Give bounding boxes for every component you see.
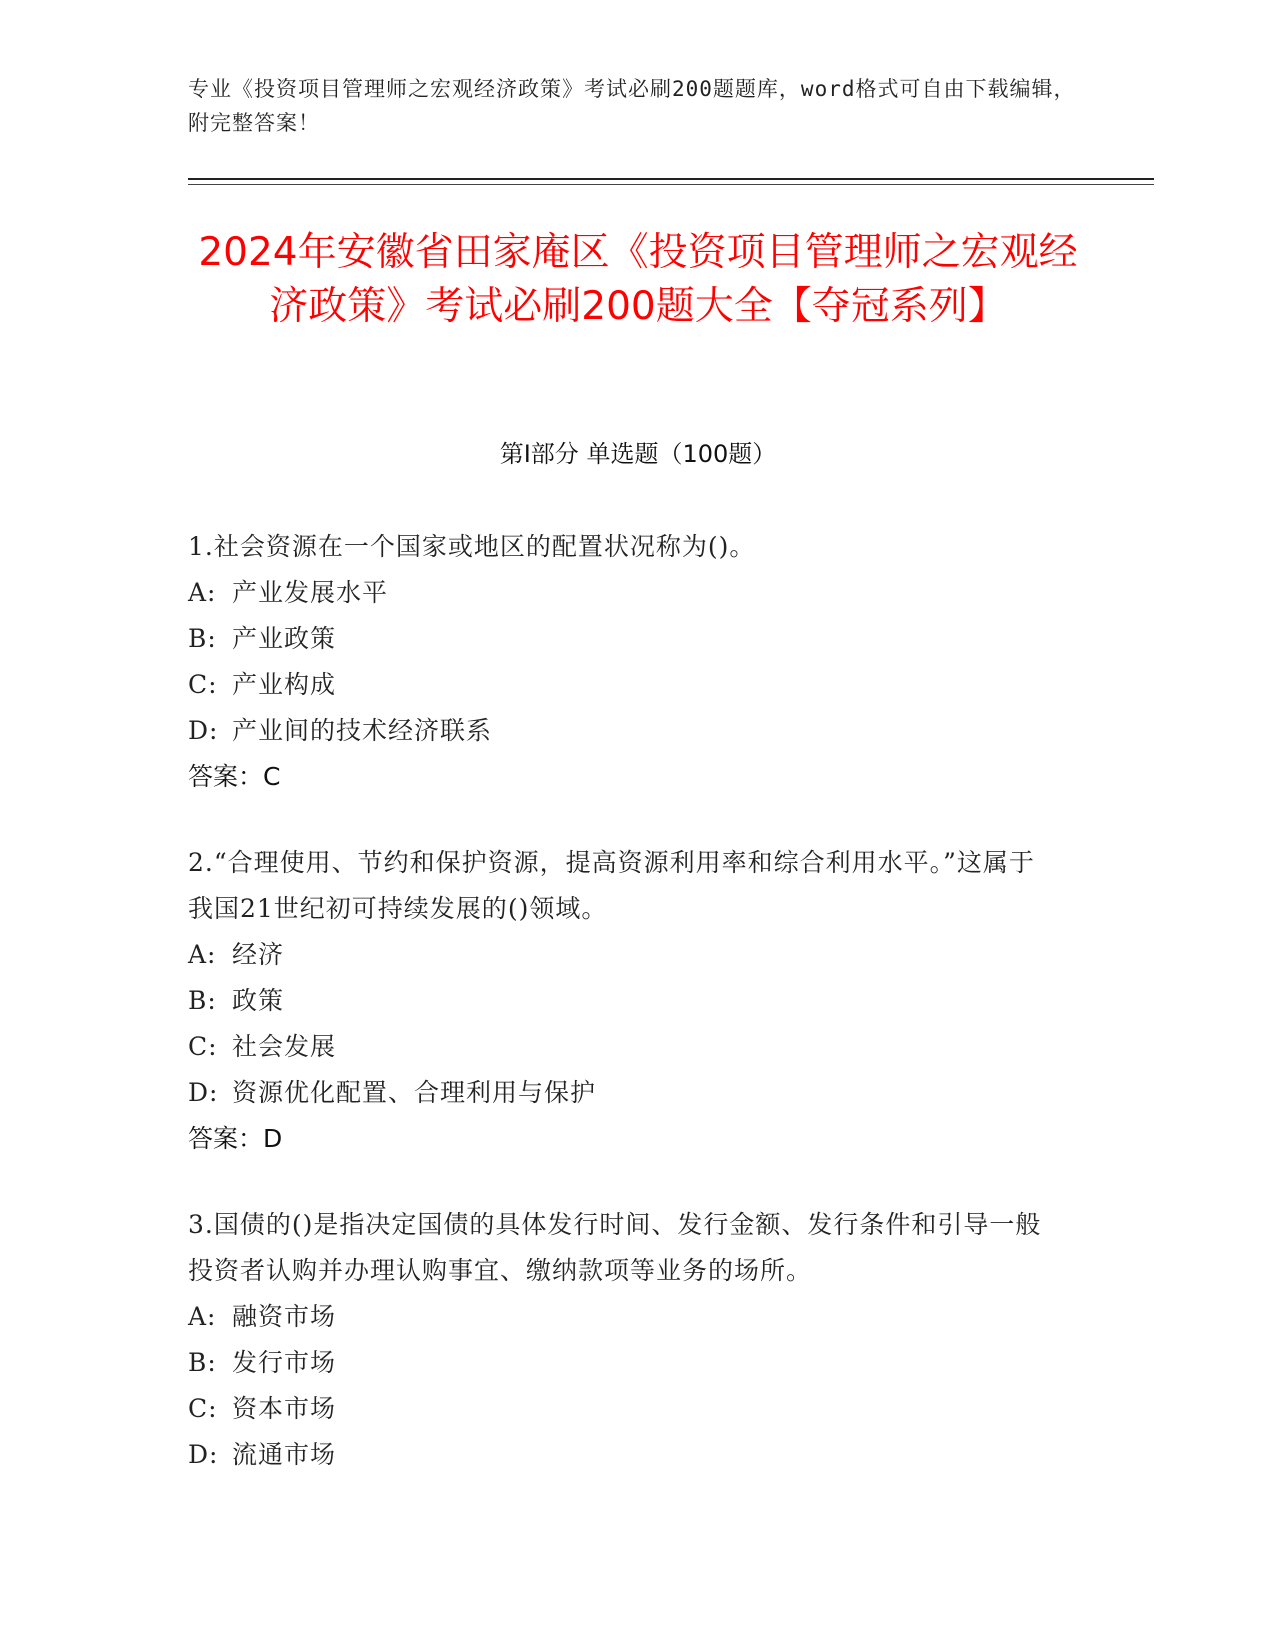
option-text: 政策 (232, 986, 285, 1015)
option-text: 产业发展水平 (232, 578, 389, 607)
option-letter: D: (188, 1078, 219, 1107)
question-2 (188, 840, 1058, 1162)
option-text: 经济 (232, 940, 285, 969)
option-text: 融资市场 (232, 1302, 337, 1331)
document-title: 2024年安徽省田家庵区《投资项目管理师之宏观经济政策》考试必刷200题大全【夺冠系列】 (198, 230, 1078, 329)
option-text: 产业间的技术经济联系 (232, 716, 493, 745)
header-note: 专业《投资项目管理师之宏观经济政策》考试必刷200题题库，word格式可自由下载编辑，附完整答案！ (188, 77, 1076, 135)
question-1 (188, 524, 1058, 800)
answer-line: 答案：D (188, 1124, 283, 1153)
option-text: 产业政策 (232, 624, 337, 653)
option-a (188, 932, 1058, 978)
option-text: 社会发展 (232, 1032, 337, 1061)
option-letter: A: (188, 578, 217, 607)
option-a (188, 1294, 1058, 1340)
header-rule-thick (188, 178, 1154, 180)
question-stem: 3.国债的()是指决定国债的具体发行时间、发行金额、发行条件和引导一般投资者认购并办理认购事宜、缴纳款项等业务的场所。 (188, 1210, 1042, 1285)
option-letter: B: (188, 986, 217, 1015)
option-d (188, 1432, 1058, 1478)
option-text: 资本市场 (232, 1394, 337, 1423)
option-d (188, 1070, 1058, 1116)
option-c (188, 1386, 1058, 1432)
option-text: 产业构成 (232, 670, 337, 699)
option-text: 资源优化配置、合理利用与保护 (232, 1078, 597, 1107)
section-title: 第Ⅰ部分 单选题（100题） (499, 440, 777, 468)
option-c (188, 1024, 1058, 1070)
option-letter: D: (188, 716, 219, 745)
header-rule-thin (188, 184, 1154, 185)
option-a (188, 570, 1058, 616)
option-letter: A: (188, 1302, 217, 1331)
question-3 (188, 1202, 1058, 1478)
answer-line: 答案：C (188, 762, 281, 791)
option-d (188, 708, 1058, 754)
option-b (188, 1340, 1058, 1386)
option-letter: C: (188, 670, 218, 699)
question-stem: 1.社会资源在一个国家或地区的配置状况称为()。 (188, 532, 756, 561)
option-letter: D: (188, 1440, 219, 1469)
option-letter: C: (188, 1394, 218, 1423)
option-text: 发行市场 (232, 1348, 337, 1377)
question-stem: 2.“合理使用、节约和保护资源，提高资源利用率和综合利用水平。”这属于我国21世纪初可持续发展的()领域。 (188, 848, 1035, 923)
question-list (188, 524, 1058, 1518)
option-letter: B: (188, 1348, 217, 1377)
option-letter: A: (188, 940, 217, 969)
option-c (188, 662, 1058, 708)
option-b (188, 978, 1058, 1024)
option-b (188, 616, 1058, 662)
option-letter: C: (188, 1032, 218, 1061)
option-letter: B: (188, 624, 217, 653)
option-text: 流通市场 (232, 1440, 337, 1469)
